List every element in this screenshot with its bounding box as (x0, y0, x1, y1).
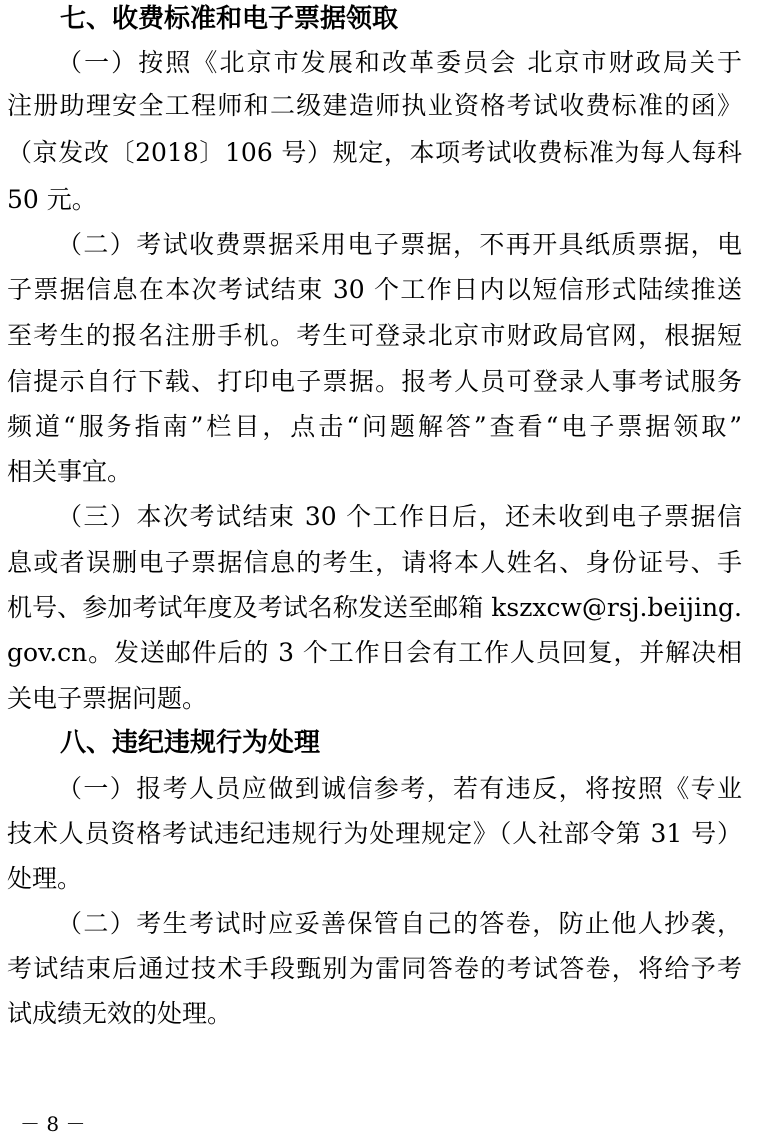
text-line: （一）报考人员应做到诚信参考，若有违反，将按照《专业 (57, 774, 742, 803)
text-line: 频道“服务指南”栏目，点击“问题解答”查看“电子票据领取” (7, 412, 742, 441)
text-line: 考试结束后通过技术手段甄别为雷同答卷的考试答卷，将给予考 (7, 954, 742, 983)
text-line: （三）本次考试结束 30 个工作日后，还未收到电子票据信 (57, 502, 742, 531)
text-line: （二）考试收费票据采用电子票据，不再开具纸质票据，电 (57, 230, 742, 259)
text-line: （京发改〔2018〕106 号）规定，本项考试收费标准为每人每科 (7, 138, 742, 167)
text-line: gov.cn。发送邮件后的 3 个工作日会有工作人员回复，并解决相 (7, 638, 742, 667)
page-number: － 8 － (20, 1112, 86, 1136)
section-7-heading: 七、收费标准和电子票据领取 (60, 4, 399, 34)
text-line: （一）按照《北京市发展和改革委员会 北京市财政局关于 (57, 48, 742, 77)
text-line: 50 元。 (7, 185, 97, 214)
text-line: （二）考生考试时应妥善保管自己的答卷，防止他人抄袭， (57, 909, 742, 938)
text-line: 试成绩无效的处理。 (7, 999, 233, 1028)
text-line: 信提示自行下载、打印电子票据。报考人员可登录人事考试服务 (7, 367, 742, 396)
text-line: 至考生的报名注册手机。考生可登录北京市财政局官网，根据短 (7, 321, 742, 350)
text-line: 关电子票据问题。 (7, 684, 208, 713)
text-line: 处理。 (7, 864, 83, 893)
text-line: 相关事宜。 (7, 457, 133, 486)
section-8-heading: 八、违纪违规行为处理 (60, 728, 321, 758)
text-line: 子票据信息在本次考试结束 30 个工作日内以短信形式陆续推送 (7, 275, 742, 304)
text-line: 注册助理安全工程师和二级建造师执业资格考试收费标准的函》 (7, 91, 742, 120)
text-line: 息或者误删电子票据信息的考生，请将本人姓名、身份证号、手 (7, 548, 742, 577)
text-line: 机号、参加考试年度及考试名称发送至邮箱 kszxcw@rsj.beijing. (7, 593, 742, 622)
text-line: 技术人员资格考试违纪违规行为处理规定》（人社部令第 31 号） (7, 819, 742, 848)
